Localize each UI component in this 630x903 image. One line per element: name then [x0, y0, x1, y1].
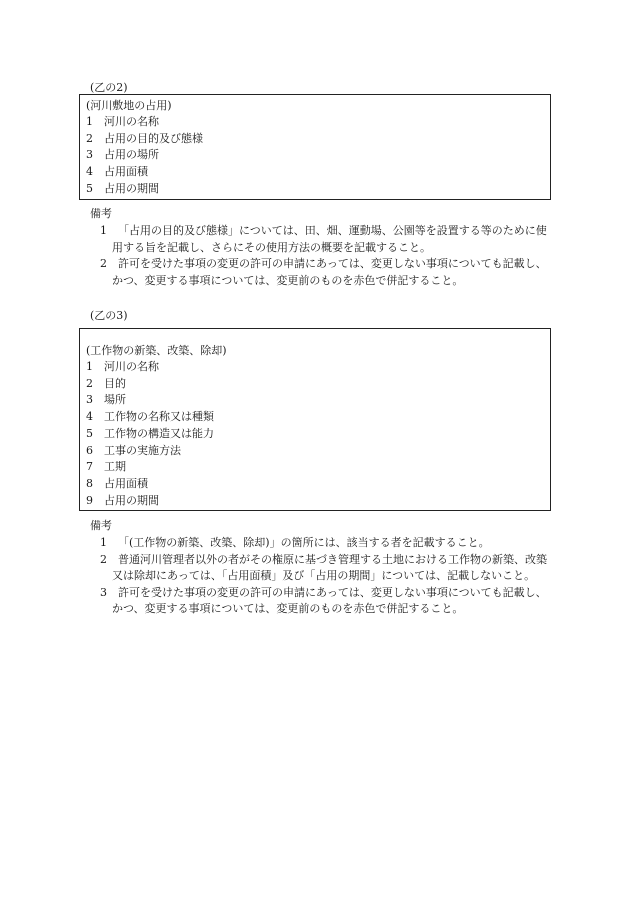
note-item: 2 許可を受けた事項の変更の許可の申請にあっては、変更しない事項についても記載し、かつ、変更する事項については、変更前のものを赤色で併記すること。 [100, 257, 547, 287]
section-3-box-title: (工作物の新築、改築、除却) [86, 344, 227, 357]
list-item: 1 河川の名称 [86, 115, 159, 128]
list-item: 3 占用の場所 [86, 148, 159, 162]
section-2-notes [90, 206, 552, 289]
note-item: 1 「(工作物の新築、改築、除却)」の箇所には、該当する者を記載すること。 [100, 536, 490, 549]
note-item: 2 普通河川管理者以外の者がその権原に基づき管理する土地における工作物の新築、改築又は除却にあっては、「占用面積」及び「占用の期間」については、記載しないこと。 [100, 552, 547, 582]
section-3-notes [90, 518, 552, 618]
notes-heading: 備考 [90, 519, 112, 532]
note-item: 3 許可を受けた事項の変更の許可の申請にあっては、変更しない事項についても記載し、かつ、変更する事項については、変更前のものを赤色で併記すること。 [100, 585, 547, 615]
section-2-box-title: (河川敷地の占用) [86, 99, 172, 112]
list-item: 4 占用面積 [86, 165, 148, 179]
list-item: 9 占用の期間 [86, 493, 159, 507]
list-item: 3 場所 [86, 393, 126, 407]
notes-heading: 備考 [90, 207, 112, 220]
list-item: 1 河川の名称 [86, 360, 159, 373]
list-item: 8 占用面積 [86, 476, 148, 490]
list-item: 6 工事の実施方法 [86, 443, 181, 457]
list-item: 7 工期 [86, 460, 126, 474]
section-2-box [79, 94, 551, 200]
section-3-label: (乙の3) [90, 309, 128, 322]
section-3-box [79, 328, 551, 511]
note-item: 1 「占用の目的及び態様」については、田、畑、運動場、公園等を設置する等のために使用する旨を記載し、さらにその使用方法の概要を記載すること。 [100, 224, 547, 254]
list-item: 2 目的 [86, 376, 126, 390]
list-item: 4 工作物の名称又は種類 [86, 410, 214, 424]
list-item: 5 占用の期間 [86, 181, 159, 195]
list-item: 2 占用の目的及び態様 [86, 131, 203, 145]
list-item: 5 工作物の構造又は能力 [86, 426, 214, 440]
section-2-label: (乙の2) [90, 81, 128, 94]
